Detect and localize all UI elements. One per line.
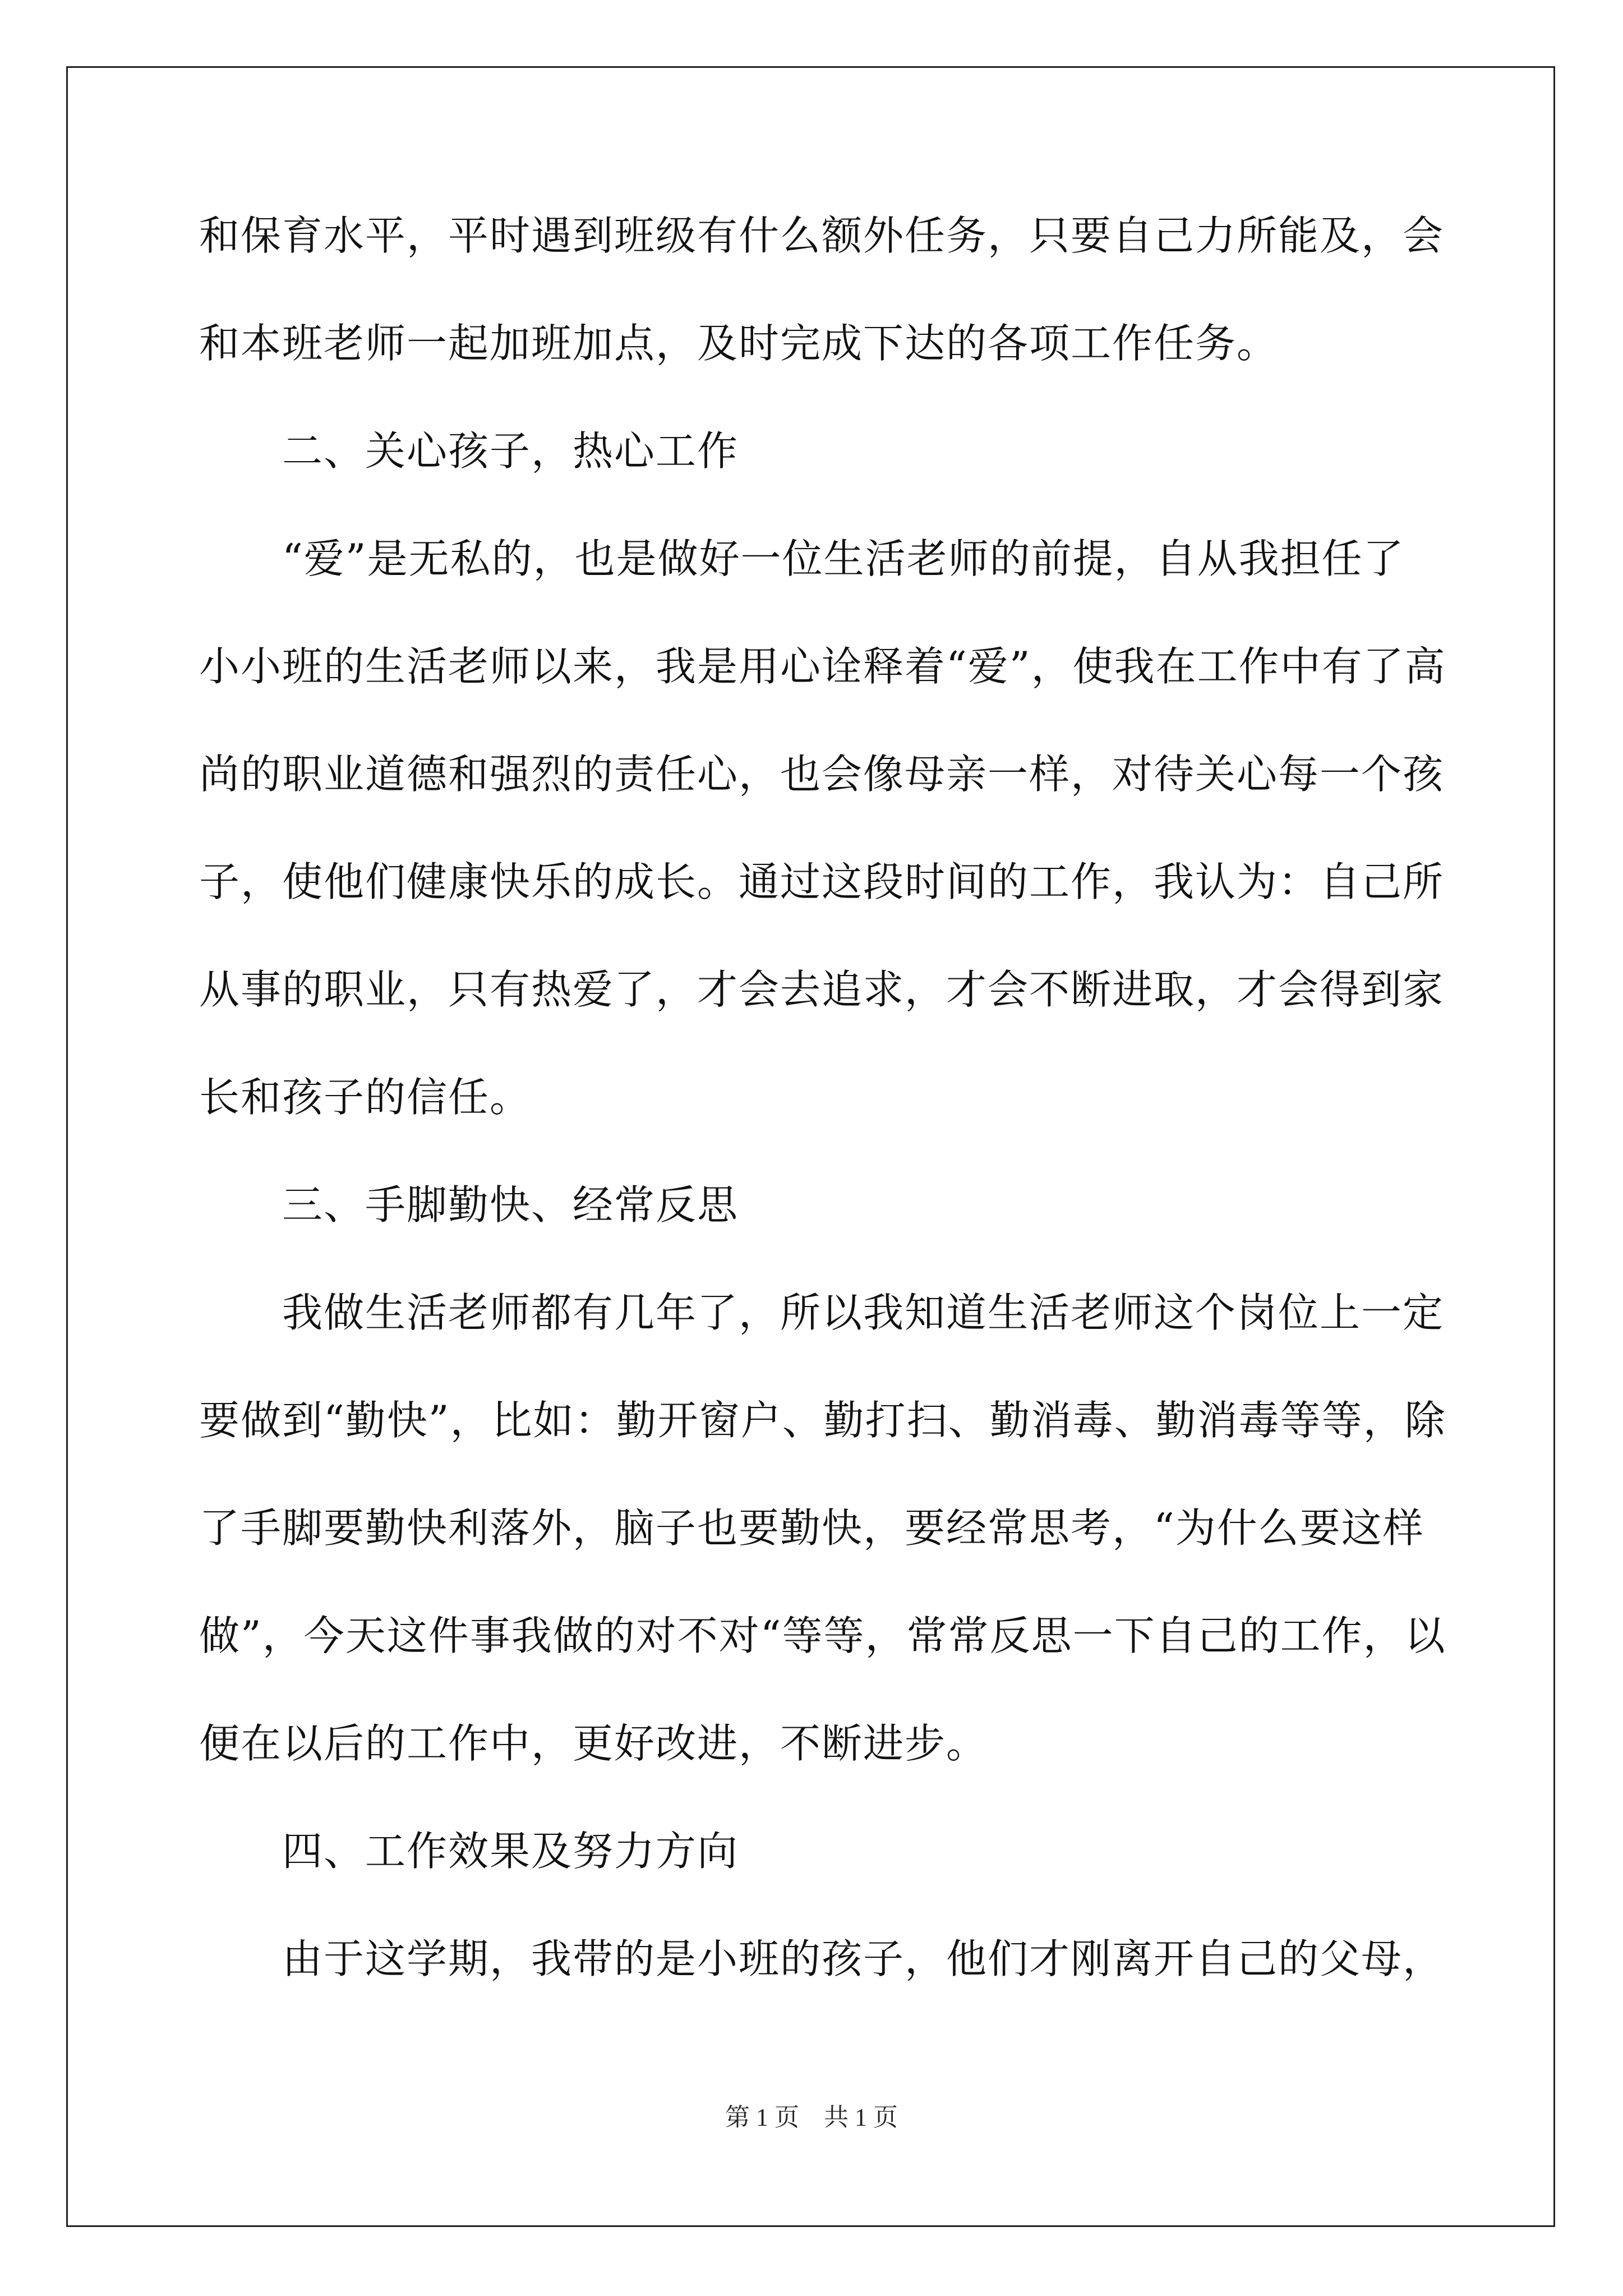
document-body <box>199 209 1446 2040</box>
body-line: 小小班的生活老师以来，我是用心诠释着“爱”，使我在工作中有了高 <box>199 643 1446 690</box>
body-line: 从事的职业，只有热爱了，才会去追求，才会不断进取，才会得到家 <box>199 966 1445 1013</box>
body-line: 便在以后的工作中，更好改进，不断进步。 <box>199 1720 988 1767</box>
section-heading: 二、关心孩子，热心工作 <box>282 427 739 475</box>
body-line: 我做生活老师都有几年了，所以我知道生活老师这个岗位上一定 <box>282 1289 1445 1336</box>
section-heading: 四、工作效果及努力方向 <box>282 1828 739 1875</box>
section-heading: 三、手脚勤快、经常反思 <box>282 1181 739 1228</box>
body-line: 尚的职业道德和强烈的责任心，也会像母亲一样，对待关心每一个孩 <box>199 751 1445 798</box>
body-line: 做”，今天这件事我做的对不对“等等，常常反思一下自己的工作，以 <box>199 1612 1446 1659</box>
page-number: 第 1 页 <box>725 2104 799 2131</box>
body-line: “爱”是无私的，也是做好一位生活老师的前提，自从我担任了 <box>282 535 1405 582</box>
body-line: 了手脚要勤快利落外，脑子也要勤快，要经常思考，“为什么要这样 <box>199 1504 1424 1552</box>
body-line: 子，使他们健康快乐的成长。通过这段时间的工作，我认为：自己所 <box>199 858 1445 905</box>
page-total: 共 1 页 <box>824 2104 898 2131</box>
body-line: 要做到“勤快”，比如：勤开窗户、勤打扫、勤消毒、勤消毒等等，除 <box>199 1397 1446 1444</box>
body-line: 由于这学期，我带的是小班的孩子，他们才刚离开自己的父母， <box>282 1935 1445 1982</box>
body-line: 和保育水平，平时遇到班级有什么额外任务，只要自己力所能及，会 <box>199 212 1445 259</box>
body-line: 和本班老师一起加班加点，及时完成下达的各项工作任务。 <box>199 320 1279 367</box>
body-line: 长和孩子的信任。 <box>199 1074 532 1121</box>
page-footer <box>0 2101 1623 2134</box>
